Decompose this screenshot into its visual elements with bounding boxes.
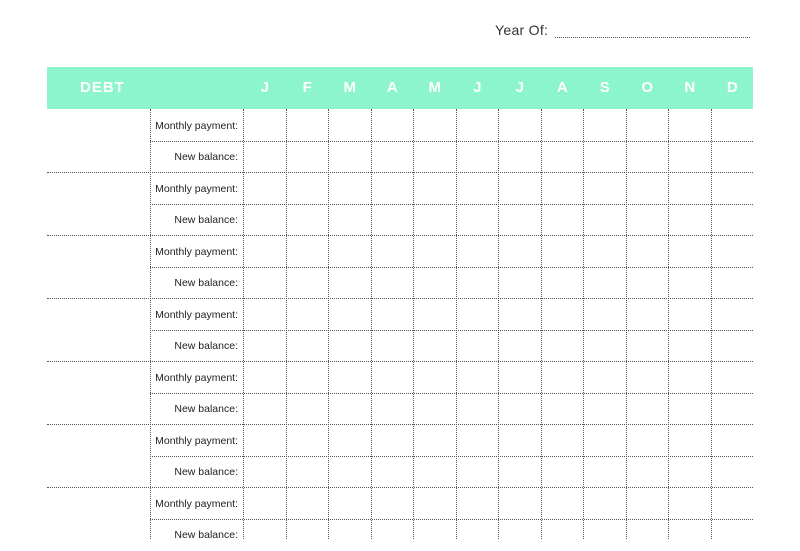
column-divider: [413, 109, 414, 539]
column-divider: [498, 109, 499, 539]
debt-divider: [47, 235, 753, 236]
column-divider: [328, 109, 329, 539]
month-header-jun: J: [473, 79, 482, 96]
new-balance-label: New balance:: [174, 529, 238, 541]
row-divider: [150, 267, 753, 268]
month-header-dec: D: [726, 79, 738, 96]
row-divider: [150, 141, 753, 142]
new-balance-label: New balance:: [174, 214, 238, 226]
column-divider: [456, 109, 457, 539]
new-balance-label: New balance:: [174, 151, 238, 163]
debt-divider: [47, 424, 753, 425]
debt-grid: [47, 109, 753, 539]
monthly-payment-label: Monthly payment:: [155, 498, 238, 510]
column-divider: [286, 109, 287, 539]
column-divider: [583, 109, 584, 539]
monthly-payment-label: Monthly payment:: [155, 309, 238, 321]
monthly-payment-label: Monthly payment:: [155, 246, 238, 258]
new-balance-label: New balance:: [174, 466, 238, 478]
monthly-payment-label: Monthly payment:: [155, 120, 238, 132]
row-divider: [150, 393, 753, 394]
table-header: [47, 67, 753, 109]
debt-divider: [47, 172, 753, 173]
row-divider: [150, 204, 753, 205]
month-header-mar: M: [343, 79, 356, 96]
row-divider: [150, 456, 753, 457]
column-divider: [626, 109, 627, 539]
year-row: [495, 18, 750, 38]
year-label: Year Of:: [495, 22, 549, 38]
month-header-jul: J: [515, 79, 524, 96]
month-header-apr: A: [386, 79, 398, 96]
debt-divider: [47, 487, 753, 488]
monthly-payment-label: Monthly payment:: [155, 372, 238, 384]
year-input-line[interactable]: [555, 23, 750, 38]
month-header-sep: S: [599, 79, 610, 96]
row-divider: [150, 519, 753, 520]
new-balance-label: New balance:: [174, 403, 238, 415]
monthly-payment-label: Monthly payment:: [155, 183, 238, 195]
new-balance-label: New balance:: [174, 277, 238, 289]
debt-divider: [47, 298, 753, 299]
month-header-may: M: [428, 79, 441, 96]
month-header-oct: O: [641, 79, 654, 96]
column-divider: [668, 109, 669, 539]
month-header-aug: A: [556, 79, 568, 96]
month-header-feb: F: [302, 79, 312, 96]
month-header-jan: J: [260, 79, 269, 96]
column-divider: [243, 109, 244, 539]
debt-column-header: DEBT: [80, 79, 125, 96]
monthly-payment-label: Monthly payment:: [155, 435, 238, 447]
row-divider: [150, 330, 753, 331]
new-balance-label: New balance:: [174, 340, 238, 352]
column-divider: [541, 109, 542, 539]
column-divider: [371, 109, 372, 539]
debt-divider: [47, 361, 753, 362]
month-header-nov: N: [684, 79, 696, 96]
column-divider: [711, 109, 712, 539]
